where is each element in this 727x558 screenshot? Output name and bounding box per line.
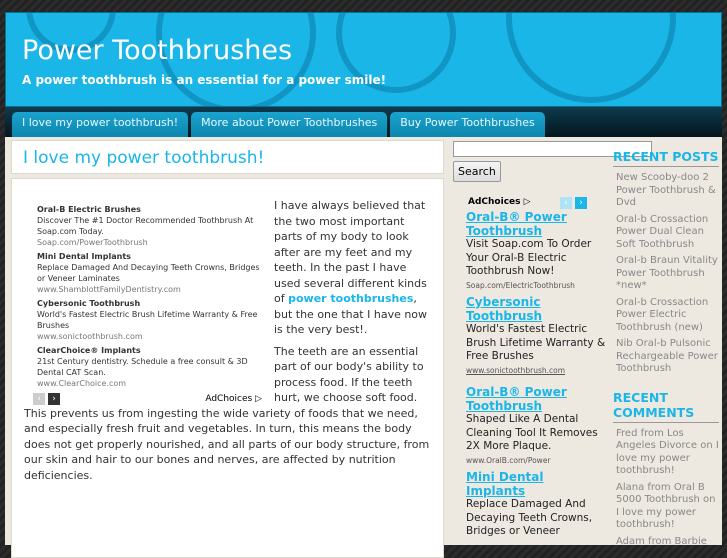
ad-desc: Discover The #1 Doctor Recommended Toothbrush At Soap.com Today. — [37, 216, 254, 236]
ad-desc: Replace Damaged And Decaying Teeth Crowns, Bridges or Veneer Laminates — [37, 263, 260, 283]
ad-desc: 21st Century dentistry. Schedule a free consult & 3D Dental CAT Scan. — [37, 357, 248, 377]
post-content — [11, 178, 444, 558]
recent-post-link[interactable]: Nib Oral-b Pulsonic Rechargeable Power Toothbrush — [616, 338, 718, 374]
post-text — [24, 198, 433, 489]
recent-post-link[interactable]: Oral-b Crossaction Power Electric Toothbrush (new) — [616, 296, 709, 333]
prev-ad-icon[interactable]: ‹ — [560, 197, 572, 209]
adchoices-link[interactable]: AdChoices ▷ — [468, 197, 531, 207]
recent-posts-heading: RECENT POSTS — [613, 149, 719, 167]
ad-url[interactable]: Soap.com/PowerToothbrush — [37, 238, 148, 247]
next-ad-icon[interactable]: › — [575, 197, 587, 209]
post-title-box — [11, 140, 444, 174]
recent-comment[interactable]: Alana from Oral B 5000 Toothbrush on I love my power toothbrush! — [616, 481, 716, 530]
search-button[interactable]: Search — [453, 161, 501, 182]
recent-comments-heading: RECENT COMMENTS — [613, 390, 719, 423]
ad-item[interactable] — [466, 385, 606, 467]
recent-comment[interactable]: Adam from Barbie — [616, 535, 707, 547]
nav-tab-more[interactable]: More about Power Toothbrushes — [191, 112, 387, 137]
post-title[interactable]: I love my power toothbrush! — [23, 148, 265, 168]
recent-comment[interactable]: Fred from Los Angeles Divorce on I love my power toothbrush! — [616, 427, 719, 476]
ad-title[interactable]: Cybersonic Toothbrush — [37, 299, 141, 308]
next-ad-icon[interactable]: › — [48, 393, 60, 405]
paragraph: I have always believed that the two most important parts of my body to look after are my feet and my teeth. In the past I have used several different kinds of power toothbrushes, but the one that I have now is the very best!. — [274, 199, 428, 336]
ad-title[interactable]: Mini Dental Implants — [37, 252, 131, 261]
ad-title[interactable]: Oral-B Electric Brushes — [37, 205, 141, 214]
site-header — [5, 12, 722, 107]
sidebar-ad-block — [466, 210, 606, 539]
prev-ad-icon[interactable]: ‹ — [33, 393, 45, 405]
ad-url[interactable]: www.ShamblottFamilyDentistry.com — [37, 285, 181, 294]
ad-url[interactable]: www.sonictoothbrush.com — [37, 332, 143, 341]
main-area — [5, 137, 722, 545]
recent-post-link[interactable]: Oral-b Braun Vitality Power Toothbrush *new* — [616, 255, 718, 291]
sidebar — [613, 149, 719, 552]
power-toothbrushes-link[interactable]: power toothbrushes — [288, 292, 414, 305]
ad-item[interactable] — [466, 210, 606, 292]
ad-desc: Replace Damaged And Decaying Teeth Crowns, Bridges or Veneer — [466, 498, 593, 537]
recent-post-link[interactable]: New Scooby-doo 2 Power Toothbrush & Dvd — [616, 172, 716, 208]
ad-url[interactable]: Soap.com/ElectricToothbrush — [466, 280, 575, 290]
ad-url[interactable]: www.OralB.com/Power — [466, 455, 551, 465]
nav-tab-buy[interactable]: Buy Power Toothbrushes — [390, 112, 545, 137]
ad-item[interactable] — [466, 470, 606, 539]
paragraph: The teeth are an essential part of our body's ability to process food. If the teeth hurt, we choose soft food. This prevents us from ingesting the wide variety of foods that we need, and especially fresh fruit and vegetables. In turn, this means the body does not get properly nourished, and all parts of our body structure, from our skin and hair to our bones and nerves, are affected by nutrition deficiencies. — [24, 344, 430, 482]
site-title[interactable]: Power Toothbrushes — [22, 35, 293, 66]
ad-title[interactable]: Cybersonic Toothbrush — [466, 295, 543, 323]
main-nav — [5, 107, 722, 137]
ad-desc: World's Fastest Electric Brush Lifetime Warranty & Free Brushes — [466, 323, 606, 362]
ad-title[interactable]: ClearChoice® Implants — [37, 346, 141, 355]
adchoices-link[interactable]: AdChoices ▷ — [205, 394, 262, 404]
ad-title[interactable]: Mini Dental Implants — [466, 470, 544, 498]
ad-desc: Shaped Like A Dental Cleaning Tool It Removes 2X More Plaque. — [466, 413, 598, 452]
ad-item[interactable] — [466, 295, 606, 377]
ad-desc: World's Fastest Electric Brush Lifetime Warranty & Free Brushes — [37, 310, 258, 330]
recent-post-link[interactable]: Oral-b Crossaction Power Dual Clean Soft Toothbrush — [616, 213, 709, 250]
ad-title[interactable]: Oral-B® Power Toothbrush — [466, 210, 567, 238]
nav-tab-home[interactable]: I love my power toothbrush! — [12, 112, 188, 137]
ad-url[interactable]: www.sonictoothbrush.com — [466, 365, 566, 375]
ad-desc: Visit Soap.com To Order Your Oral-B Electric Toothbrush Now! — [466, 238, 592, 277]
decor-circle — [506, 12, 676, 103]
site-tagline: A power toothbrush is an essential for a power smile! — [22, 73, 387, 87]
ad-url[interactable]: www.ClearChoice.com — [37, 379, 127, 388]
ad-title[interactable]: Oral-B® Power Toothbrush — [466, 385, 567, 413]
